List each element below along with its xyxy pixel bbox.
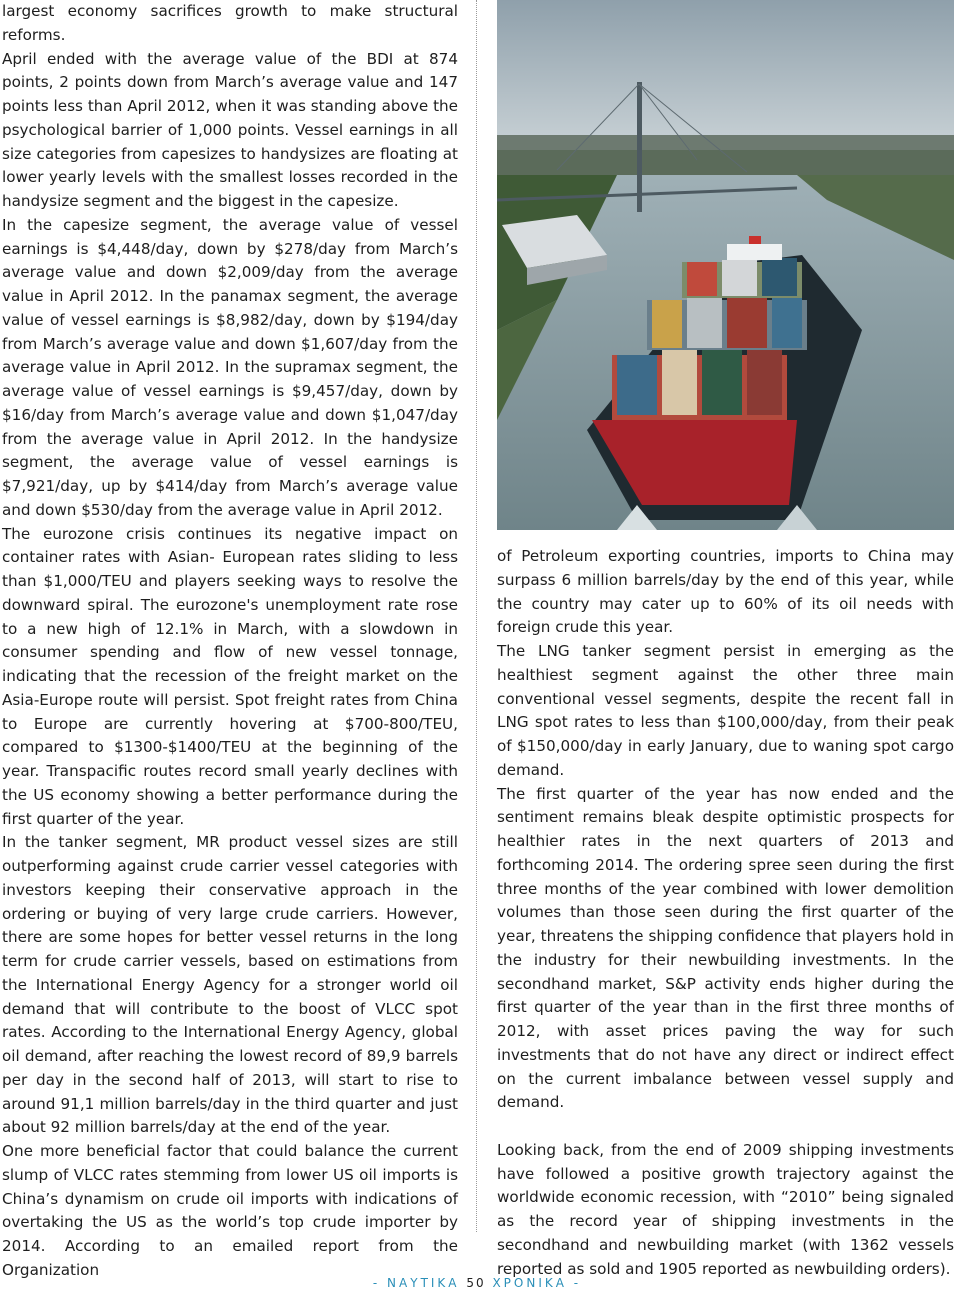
- article-paragraph: One more beneficial factor that could balance the current slump of VLCC rates stemming from lower US oil imports is China’s dynamism on crude oil imports with indications of overtaking the US as the world’s top crude importer by 2014. According to an emailed report from the Organization: [2, 1142, 458, 1279]
- article-right-column: [497, 545, 954, 1281]
- article-paragraph: In the capesize segment, the average value of vessel earnings is $4,448/day, down by $278/day from March’s average value and down $2,009/day from the average value in April 2012. In the panamax segment, the average value of vessel earnings is $8,982/day, down by $194/day from March’s average value and down $1,607/day from the average value in April 2012. In the supramax segment, the average value of vessel earnings is $9,457/day, down by $16/day from March’s average value and down $1,047/day from the average value in April 2012. In the handysize segment, the average value of vessel earnings is $7,921/day, up by $414/day from March’s average value and down $530/day from the average value in April 2012.: [2, 215, 458, 519]
- footer-magazine-word-1: ΝΑΥΤΙΚΑ: [387, 1276, 460, 1290]
- article-paragraph: April ended with the average value of the BDI at 874 points, 2 points down from March’s average value and 147 points less than April 2012, when it was standing above the psychological barrier of 1,000 points. Vessel earnings in all size categories from capesizes to handysizes are floating at lower yearly levels with the smallest losses recorded in the handysize segment and the biggest in the capesize.: [2, 49, 458, 210]
- container-ship-photo: [497, 0, 954, 530]
- article-paragraph: The first quarter of the year has now ended and the sentiment remains bleak despite optimistic prospects for healthier rates in the next quarters of 2013 and forthcoming 2014. The ordering spree seen during the first three months of the year combined with lower demolition volumes than those seen during the first quarter of the year, threatens the shipping confidence that players hold in the industry for their newbuilding investments. In the secondhand market, S&P activity ends higher during the first quarter of the year than in the first three months of 2012, with asset prices paving the way for such investments that do not have any direct or indirect effect on the current imbalance between vessel supply and demand.: [497, 784, 954, 1112]
- article-paragraph: The LNG tanker segment persist in emerging as the healthiest segment against the other three main conventional vessel segments, despite the recent fall in LNG spot rates to less than $100,000/day, from their peak of $150,000/day in early January, due to waning spot cargo demand.: [497, 642, 954, 779]
- article-paragraph: Looking back, from the end of 2009 shipping investments have followed a positive growth trajectory against the worldwide economic recession, with “2010” being signaled as the record year of shipping investments in the secondhand and newbuilding market (with 1362 vessels reported as sold and 1905 reported as newbuilding orders).: [497, 1140, 954, 1278]
- page-number: 50: [466, 1276, 486, 1290]
- article-paragraph: The eurozone crisis continues its negative impact on container rates with Asian- European rates sliding to less than $1,000/TEU and players seeking ways to resolve the downward spiral. The eurozone's unemployment rate rose to a new high of 12.1% in March, with a slowdown in consumer spending and flow of new vessel tonnage, indicating that the recession of the freight market on the Asia-Europe route will persist. Spot freight rates from China to Europe are currently hovering at $700-800/TEU, compared to $1300-$1400/TEU at the beginning of the year. Transpacific routes record small yearly declines with the US economy showing a better performance during the first quarter of the year.: [2, 524, 458, 828]
- article-paragraph: largest economy sacrifices growth to make structural reforms.: [2, 2, 458, 44]
- article-paragraph: of Petroleum exporting countries, imports to China may surpass 6 million barrels/day by the end of this year, while the country may cater up to 60% of its oil needs with foreign crude this year.: [497, 547, 954, 637]
- page-footer: [0, 1276, 954, 1290]
- article-paragraph: In the tanker segment, MR product vessel sizes are still outperforming against crude carrier vessel categories with investors keeping their conservative approach in the ordering or buying of very large crude carriers. However, there are some hopes for better vessel returns in the long term for crude carrier vessels, based on estimations from the International Energy Agency for a stronger world oil demand that will contribute to the boost of VLCC spot rates. According to the International Energy Agency, global oil demand, after reaching the lowest record of 89,9 barrels per day in the second half of 2013, will start to rise to around 91,1 million barrels/day in the third quarter and just about 92 million barrels/day at the end of the year.: [2, 833, 458, 1137]
- footer-magazine-word-2: ΧΡΟΝΙΚΑ: [492, 1276, 567, 1290]
- footer-dash: -: [573, 1276, 582, 1290]
- footer-dash: -: [372, 1276, 381, 1290]
- column-divider: [476, 0, 477, 1232]
- article-left-column: [2, 0, 458, 1283]
- paragraph-spacer: [497, 1115, 954, 1139]
